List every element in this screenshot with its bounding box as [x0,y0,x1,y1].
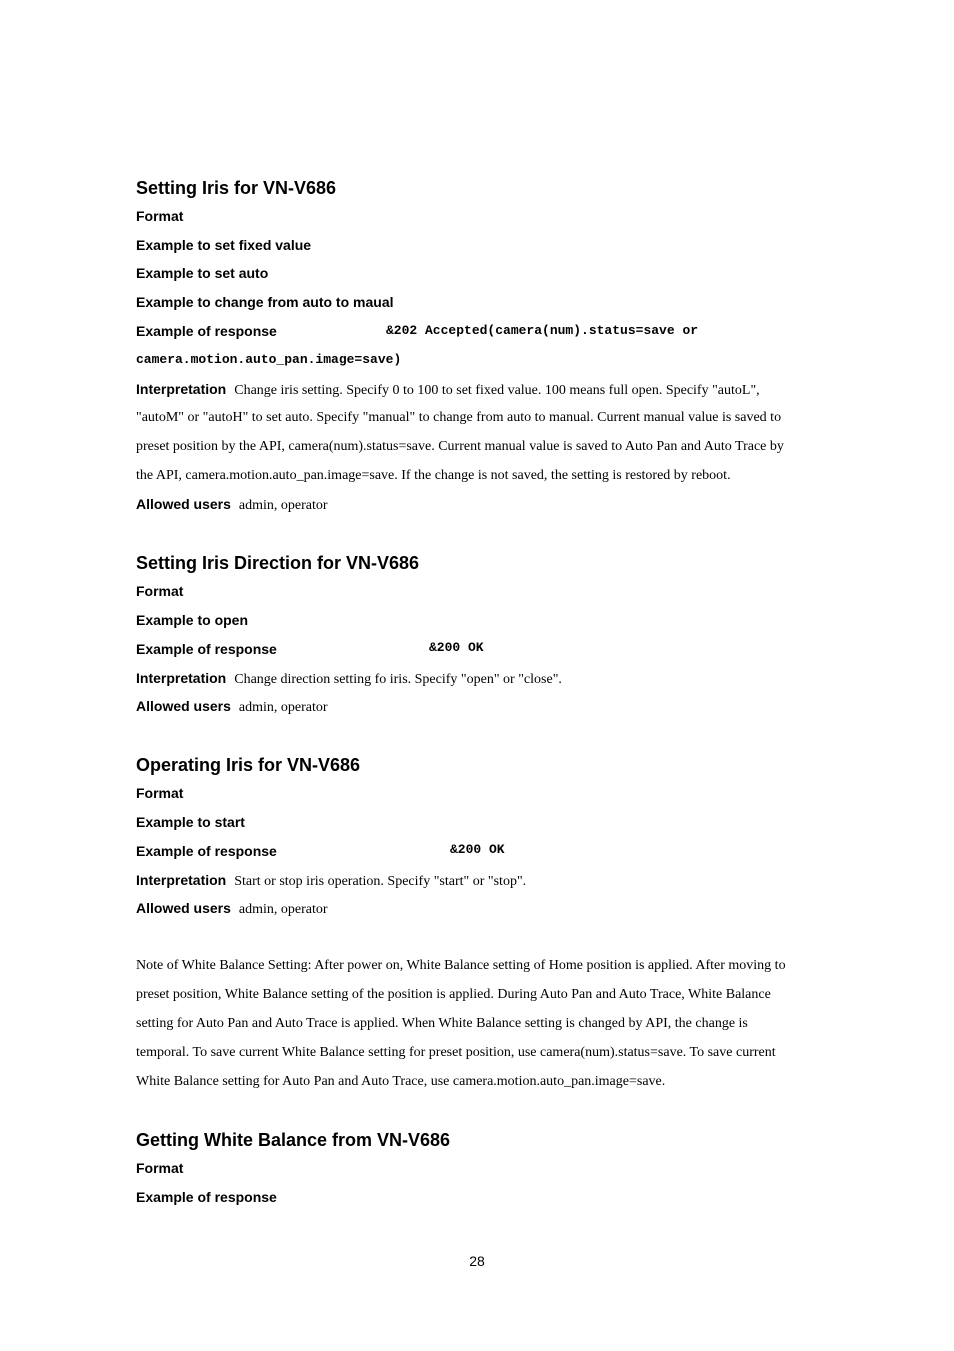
example-auto-label: Example to set auto [136,265,269,281]
response-code: &200 OK [450,842,505,857]
example-response-label: Example of response [136,1189,277,1205]
interpretation-text: Change direction setting fo iris. Specify "open" or "close". [234,672,562,687]
interpretation-line-4: the API, camera.motion.auto_pan.image=save. If the change is not saved, the setting is restored by reboot. [136,468,731,483]
example-manual-label: Example to change from auto to maual [136,294,394,310]
note-line-2: preset position, White Balance setting of the position is applied. During Auto Pan and Auto Trace, White Balance [136,987,771,1002]
section-title-operating-iris: Operating Iris for VN-V686 [136,755,361,775]
allowed-users-value: admin, operator [238,902,328,917]
allowed-users-label: Allowed users [136,496,231,512]
example-start-label: Example to start [136,814,245,830]
example-fixed-label: Example to set fixed value [136,237,312,253]
response-code-line-1: &202 Accepted(camera(num).status=save or [386,323,699,338]
allowed-users-row [136,697,328,717]
interpretation-label: Interpretation [136,670,227,686]
allowed-users-value: admin, operator [238,498,328,513]
interpretation-line-2: "autoM" or "autoH" to set auto. Specify "manual" to change from auto to manual. Current manual value is saved to [136,410,782,425]
example-response-label: Example of response [136,641,277,657]
example-response-label: Example of response [136,323,277,339]
section-title-getting-white-balance: Getting White Balance from VN-V686 [136,1130,451,1150]
note-line-1: Note of White Balance Setting: After power on, White Balance setting of Home position is applied. After moving to [136,958,786,973]
interpretation-text: Start or stop iris operation. Specify "start" or "stop". [234,874,527,889]
note-line-4: temporal. To save current White Balance setting for preset position, use camera(num).status=save. To save current [136,1045,776,1060]
allowed-users-row [136,899,328,919]
interpretation-row [136,669,562,689]
interpretation-line-1 [136,380,760,400]
note-line-5: White Balance setting for Auto Pan and Auto Trace, use camera.motion.auto_pan.image=save. [136,1074,666,1089]
response-code: &200 OK [429,640,484,655]
section-title-setting-iris: Setting Iris for VN-V686 [136,178,337,198]
format-label: Format [136,583,184,599]
page-number: 28 [469,1253,485,1269]
interpretation-label: Interpretation [136,381,227,397]
interpretation-text: Change iris setting. Specify 0 to 100 to set fixed value. 100 means full open. Specify "autoL", [234,383,760,398]
example-open-label: Example to open [136,612,249,628]
interpretation-label: Interpretation [136,872,227,888]
allowed-users-row [136,495,328,515]
section-title-iris-direction: Setting Iris Direction for VN-V686 [136,553,420,573]
allowed-users-label: Allowed users [136,698,231,714]
format-label: Format [136,785,184,801]
interpretation-line-3: preset position by the API, camera(num).status=save. Current manual value is saved to Auto Pan and Auto Trace by [136,439,784,454]
response-code-line-2: camera.motion.auto_pan.image=save) [136,352,402,367]
format-label: Format [136,1160,184,1176]
allowed-users-value: admin, operator [238,700,328,715]
note-line-3: setting for Auto Pan and Auto Trace is applied. When White Balance setting is changed by API, the change is [136,1016,748,1031]
allowed-users-label: Allowed users [136,900,231,916]
format-label: Format [136,208,184,224]
interpretation-row [136,871,526,891]
example-response-label: Example of response [136,843,277,859]
